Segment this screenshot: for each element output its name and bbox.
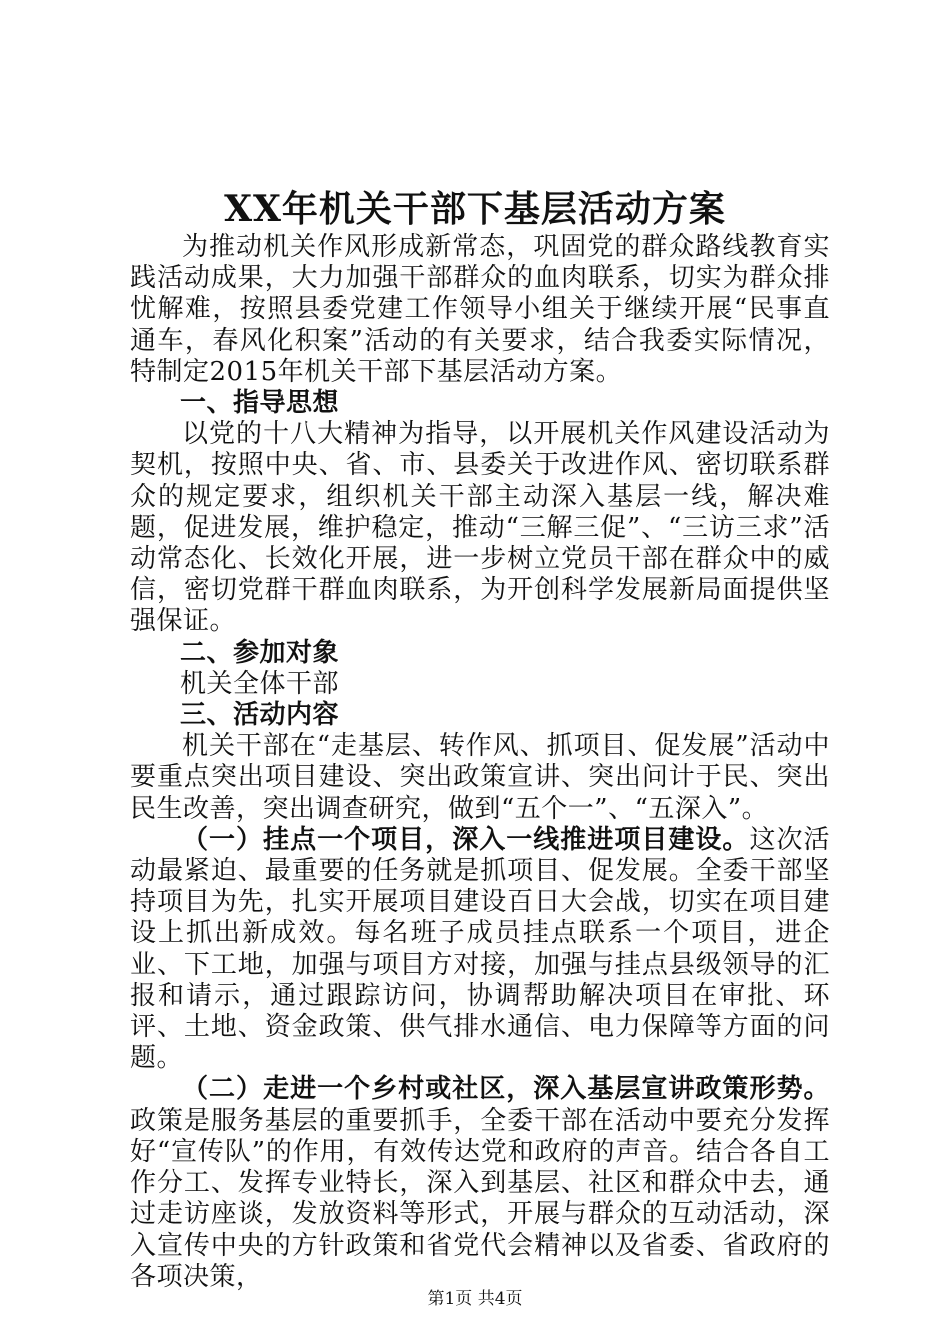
list-item-project: [130, 825, 830, 1075]
list-item-lead: （一）挂点一个项目，深入一线推进项目建设。: [182, 824, 750, 855]
page-number: 第1页 共4页: [427, 1289, 523, 1309]
intro-paragraph: 为推动机关作风形成新常态，巩固党的群众路线教育实践活动成果，大力加强干部群众的血肉联系，切实为群众排忧解难，按照县委党建工作领导小组关于继续开展“民事直通车，春风化积案”活动的有关要求，结合我委实际情况，特制定2015年机关干部下基层活动方案。: [130, 232, 830, 387]
section-paragraph-participants: 机关全体干部: [180, 668, 340, 699]
section-paragraph-activity-content: 机关干部在“走基层、转作风、抓项目、促发展”活动中要重点突出项目建设、突出政策宣讲、突出问计于民、突出民生改善，突出调查研究，做到“五个一”、“五深入”。: [130, 731, 830, 824]
section-heading-participants: 二、参加对象: [180, 637, 340, 668]
list-item-community: [130, 1074, 830, 1292]
document-title: XX年机关干部下基层活动方案: [224, 188, 726, 230]
list-item-text: 政策是服务基层的重要抓手，全委干部在活动中要充分发挥好“宣传队”的作用，有效传达党和政府的声音。结合各自工作分工、发挥专业特长，深入到基层、社区和群众中去，通过走访座谈，发放资料等形式，开展与群众的互动活动，深入宣传中央的方针政策和省党代会精神以及省委、省政府的各项决策，: [130, 1105, 830, 1292]
section-paragraph-guiding-ideology: 以党的十八大精神为指导，以开展机关作风建设活动为契机，按照中央、省、市、县委关于改进作风、密切联系群众的规定要求，组织机关干部主动深入基层一线，解决难题，促进发展，维护稳定，推动“三解三促”、“三访三求”活动常态化、长效化开展，进一步树立党员干部在群众中的威信，密切党群干群血肉联系，为开创科学发展新局面提供坚强保证。: [130, 419, 830, 637]
section-heading-guiding-ideology: 一、指导思想: [180, 388, 340, 419]
document-body: [130, 232, 830, 1293]
list-item-lead: （二）走进一个乡村或社区，深入基层宣讲政策形势。: [182, 1074, 830, 1105]
section-heading-activity-content: 三、活动内容: [180, 700, 340, 731]
list-item-text: 这次活动最紧迫、最重要的任务就是抓项目、促发展。全委干部坚持项目为先，扎实开展项目建设百日大会战，切实在项目建设上抓出新成效。每名班子成员挂点联系一个项目，进企业、下工地，加强与项目方对接，加强与挂点县级领导的汇报和请示，通过跟踪访问，协调帮助解决项目在审批、环评、土地、资金政策、供气排水通信、电力保障等方面的问题。: [130, 824, 830, 1074]
